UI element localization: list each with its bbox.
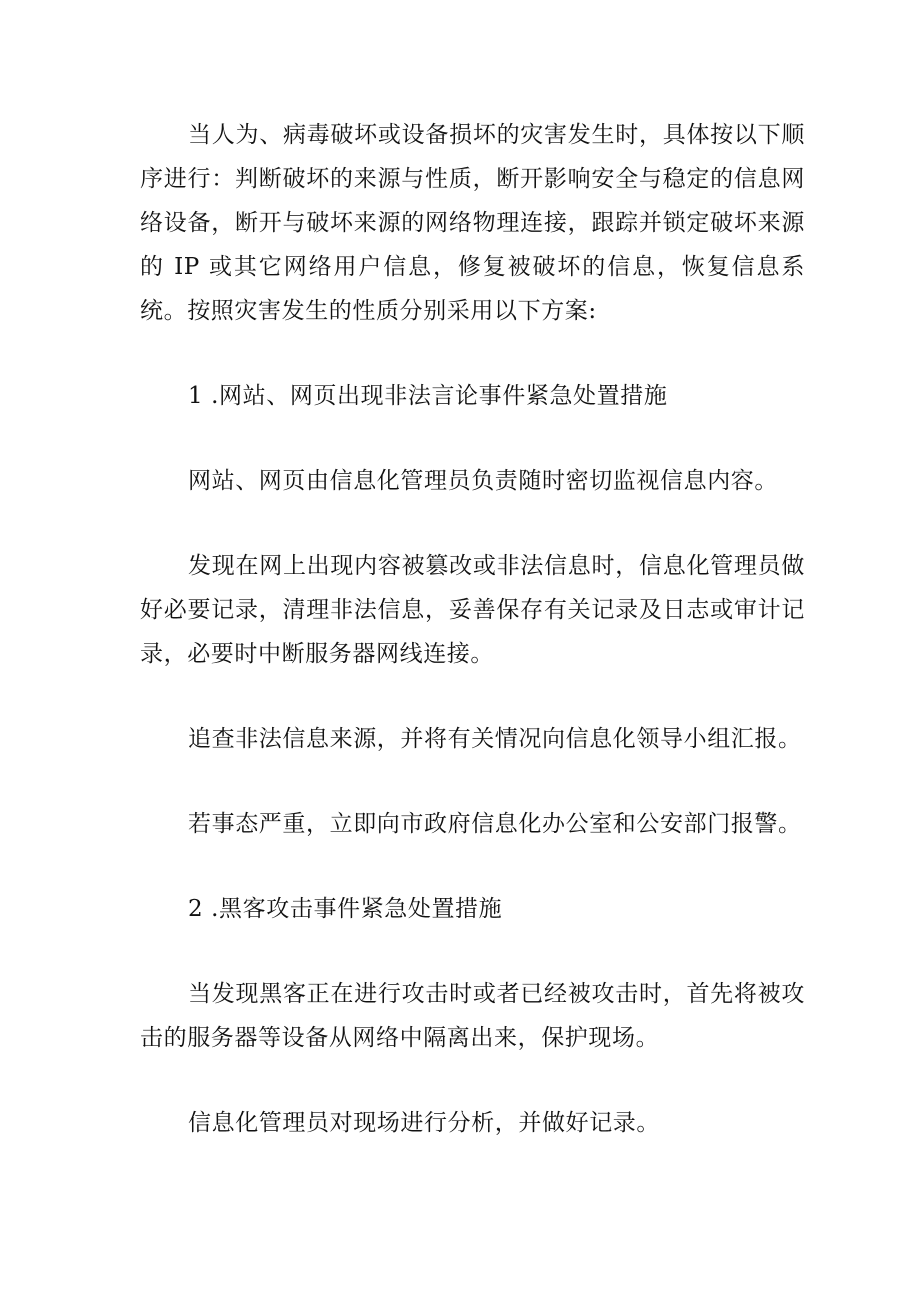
section-heading-website-illegal-content: 1 .网站、网页出现非法言论事件紧急处置措施 <box>188 383 668 409</box>
section-heading-hacker-attack: 2 .黑客攻击事件紧急处置措施 <box>188 896 503 922</box>
paragraph: 当发现黑客正在进行攻击时或者已经被攻击时，首先将被攻击的服务器等设备从网络中隔离出来，保护现场。 <box>140 981 805 1051</box>
paragraph: 若事态严重，立即向市政府信息化办公室和公安部门报警。 <box>188 811 802 837</box>
paragraph-intro: 当人为、病毒破坏或设备损坏的灾害发生时，具体按以下顺序进行：判断破坏的来源与性质，断开影响安全与稳定的信息网络设备，断开与破坏来源的网络物理连接，跟踪并锁定破坏来源的 IP 或其它网络用户信息，修复被破坏的信息，恢复信息系统。按照灾害发生的性质分别采用以下方案: <box>140 122 805 324</box>
document-body <box>140 113 805 1145</box>
paragraph: 发现在网上出现内容被篡改或非法信息时，信息化管理员做好必要记录，清理非法信息，妥善保存有关记录及日志或审计记录，必要时中断服务器网线连接。 <box>140 553 805 667</box>
paragraph: 追查非法信息来源，并将有关情况向信息化领导小组汇报。 <box>188 726 802 752</box>
paragraph: 网站、网页由信息化管理员负责随时密切监视信息内容。 <box>188 468 778 494</box>
paragraph: 信息化管理员对现场进行分析，并做好记录。 <box>188 1110 660 1136</box>
